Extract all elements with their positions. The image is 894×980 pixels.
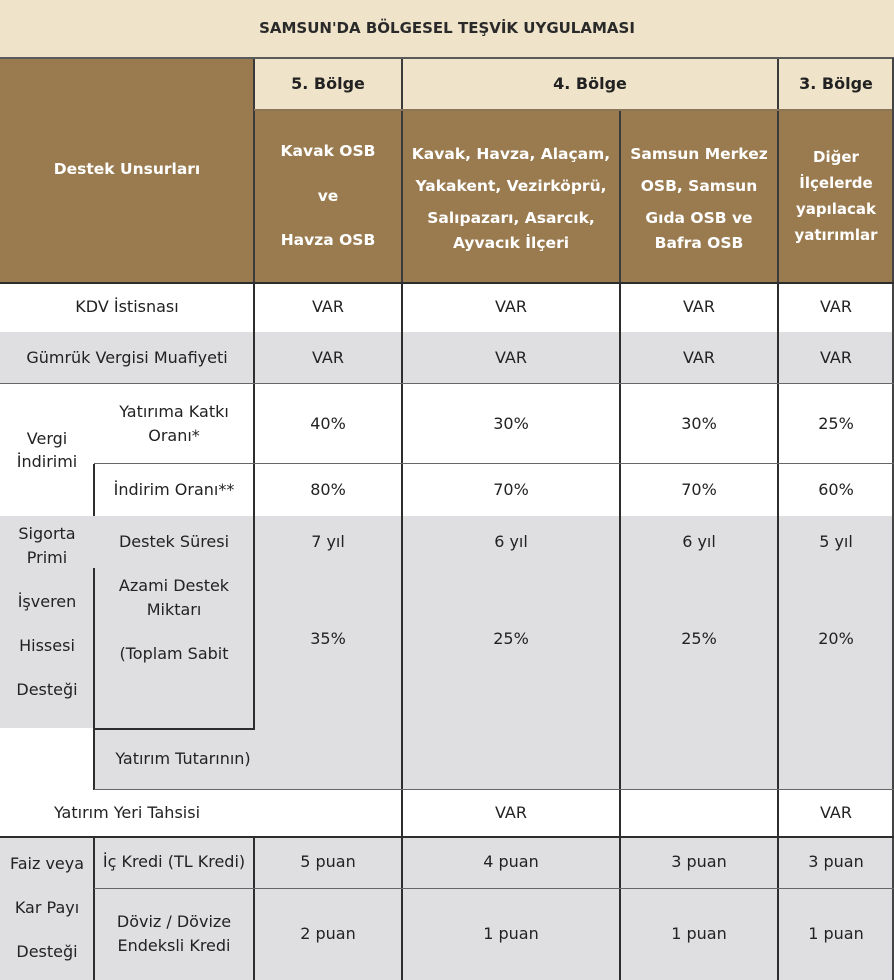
row-indirim-r4b: [620, 464, 778, 516]
row-azami-r3: [778, 568, 894, 710]
row-katki-r4a: [402, 384, 620, 464]
row-doviz-r4b: [620, 888, 778, 980]
row-katki-r5: [254, 384, 402, 464]
table-title: [0, 0, 894, 58]
grid-line: [401, 282, 403, 980]
row-azami-r4a-text: 25%: [493, 629, 529, 649]
row-yatirim-yeri-r4a: [402, 790, 620, 836]
row-indirim-r3-text: 60%: [818, 480, 854, 500]
row-azami-r5: [254, 568, 402, 710]
row-yatirim-yeri-r4a-text: VAR: [495, 803, 527, 823]
grid-line: [94, 888, 894, 889]
row-ic-kredi-label-text: İç Kredi (TL Kredi): [102, 852, 246, 872]
row-gumruk-r3-text: VAR: [820, 348, 852, 368]
row-katki-r4b-text: 30%: [681, 414, 717, 434]
header-area-4b-line2: OSB, Samsun: [640, 176, 758, 195]
row-sure-r4b: [620, 516, 778, 568]
grid-line: [94, 463, 894, 464]
row-katki-label-line2: Oranı*: [148, 426, 200, 445]
header-region-5-text: 5. Bölge: [291, 74, 365, 94]
row-gumruk-r4a: [402, 332, 620, 384]
grid-line: [777, 282, 779, 980]
row-indirim-label: [94, 464, 254, 516]
row-kdv-r4b-text: VAR: [683, 297, 715, 317]
header-region-3-text: 3. Bölge: [799, 74, 873, 94]
row-katki-r4b: [620, 384, 778, 464]
row-vergi-label-line2: İndirimi: [16, 452, 78, 471]
row-vergi-label: [0, 384, 94, 516]
row-sigorta-label-line2: Primi: [26, 548, 68, 567]
grid-line: [253, 836, 255, 980]
row-yatirim-yeri-label-text: Yatırım Yeri Tahsisi: [53, 803, 201, 823]
grid-line: [93, 836, 95, 980]
row-ic-kredi-r3: [778, 836, 894, 888]
header-area-4a-line3: Salıpazarı, Asarcık,: [427, 208, 595, 227]
row-yatirim-yeri-r3: [778, 790, 894, 836]
row-sigorta-label: [0, 516, 94, 728]
row-yatirim-yeri-label: [0, 790, 254, 836]
header-area-4a-line4: Ayvacık İlçeri: [452, 234, 570, 253]
row-sigorta-label-line1: Sigorta: [18, 524, 76, 543]
header-area-4a-line2: Yakakent, Vezirköprü,: [415, 176, 607, 195]
header-area-4b: [620, 110, 778, 282]
header-divider: [401, 58, 403, 282]
row-azami-cont-r4b: [620, 710, 778, 790]
grid-line: [0, 282, 894, 284]
grid-line: [93, 464, 95, 516]
row-katki-label-line1: Yatırıma Katkı: [119, 402, 229, 421]
row-indirim-r3: [778, 464, 894, 516]
row-katki-r3: [778, 384, 894, 464]
row-faiz-label-line1: Faiz veya: [9, 854, 85, 873]
row-gumruk-r5: [254, 332, 402, 384]
header-destek-unsurlari-text: Destek Unsurları: [53, 160, 201, 179]
title-divider: [0, 57, 894, 59]
row-kdv-label: [0, 282, 254, 332]
row-doviz-label: [94, 888, 254, 980]
row-kdv-r4a-text: VAR: [495, 297, 527, 317]
row-azami-label-line2: Miktarı: [146, 600, 202, 619]
header-area-5-line1: Kavak OSB: [280, 141, 376, 160]
row-azami-r5-text: 35%: [310, 629, 346, 649]
row-ic-kredi-r4a: [402, 836, 620, 888]
header-area-4b-line4: Bafra OSB: [654, 234, 744, 253]
row-doviz-r5-text: 2 puan: [300, 924, 356, 944]
row-sure-r4b-text: 6 yıl: [682, 532, 716, 552]
row-sure-r3: [778, 516, 894, 568]
header-region-5: [254, 58, 402, 110]
row-gumruk-r4b: [620, 332, 778, 384]
row-faiz-label-line3: Desteği: [16, 942, 78, 961]
row-sigorta-label-line3: İşveren: [17, 592, 77, 611]
row-azami-r4b: [620, 568, 778, 710]
row-indirim-r4a-text: 70%: [493, 480, 529, 500]
row-vergi-label-line1: Vergi: [26, 428, 68, 448]
row-sure-r3-text: 5 yıl: [819, 532, 853, 552]
row-indirim-r4b-text: 70%: [681, 480, 717, 500]
grid-line: [0, 383, 894, 384]
row-kdv-r4a: [402, 282, 620, 332]
header-destek-unsurlari: [0, 58, 254, 282]
row-sure-label: [94, 516, 254, 568]
row-doviz-r4a: [402, 888, 620, 980]
row-ic-kredi-r4b-text: 3 puan: [671, 852, 727, 872]
header-area-4b-line1: Samsun Merkez: [630, 145, 768, 164]
header-divider: [777, 58, 779, 282]
row-gumruk-label: [0, 332, 254, 384]
header-region-4-text: 4. Bölge: [553, 74, 627, 94]
row-faiz-label-line2: Kar Payı: [14, 898, 80, 917]
header-area-4a: [402, 110, 620, 282]
grid-line: [93, 568, 95, 790]
row-kdv-r5-text: VAR: [312, 297, 344, 317]
row-ic-kredi-r5-text: 5 puan: [300, 852, 356, 872]
grid-line: [619, 282, 621, 980]
grid-line: [0, 836, 894, 838]
row-ic-kredi-r5: [254, 836, 402, 888]
header-area-4b-line3: Gıda OSB ve: [645, 208, 753, 227]
grid-line: [253, 282, 255, 730]
row-azami-cont-r3: [778, 710, 894, 790]
row-sigorta-blank: [0, 728, 94, 790]
header-area-3: [778, 110, 894, 282]
row-gumruk-r3: [778, 332, 894, 384]
header-region-4: [402, 58, 778, 110]
header-area-3-line3: yapılacak: [795, 200, 877, 218]
row-yatirim-yeri-r5: [254, 790, 402, 836]
row-ic-kredi-label: [94, 836, 254, 888]
header-area-5-line3: Havza OSB: [280, 231, 376, 250]
row-azami-cont-r5: [254, 710, 402, 790]
row-azami-cont-r4a: [402, 710, 620, 790]
grid-line: [94, 728, 254, 730]
row-katki-r5-text: 40%: [310, 414, 346, 434]
row-sure-r4a-text: 6 yıl: [494, 532, 528, 552]
row-azami-r3-text: 20%: [818, 629, 854, 649]
header-row-divider: [254, 109, 894, 111]
header-area-5-line2: ve: [317, 186, 339, 205]
row-indirim-r5: [254, 464, 402, 516]
row-katki-r3-text: 25%: [818, 414, 854, 434]
row-ic-kredi-r3-text: 3 puan: [808, 852, 864, 872]
header-region-3: [778, 58, 894, 110]
row-doviz-r3: [778, 888, 894, 980]
row-kdv-r4b: [620, 282, 778, 332]
header-area-5: [254, 110, 402, 282]
row-azami-cont-label: [94, 728, 254, 790]
row-indirim-label-text: İndirim Oranı**: [113, 480, 235, 500]
row-azami-r4a: [402, 568, 620, 710]
row-doviz-r5: [254, 888, 402, 980]
row-gumruk-r4a-text: VAR: [495, 348, 527, 368]
row-kdv-r5: [254, 282, 402, 332]
row-gumruk-label-text: Gümrük Vergisi Muafiyeti: [26, 348, 228, 368]
row-ic-kredi-r4b: [620, 836, 778, 888]
row-sure-r5-text: 7 yıl: [311, 532, 345, 552]
header-area-3-line2: İlçelerde: [799, 173, 873, 192]
row-azami-r4b-text: 25%: [681, 629, 717, 649]
table-title-text: SAMSUN'DA BÖLGESEL TEŞVİK UYGULAMASI: [259, 19, 635, 38]
row-sure-r4a: [402, 516, 620, 568]
grid-line: [94, 789, 894, 790]
row-azami-cont-label-text: Yatırım Tutarının): [115, 749, 251, 769]
row-yatirim-yeri-r4b: [620, 790, 778, 836]
row-gumruk-r4b-text: VAR: [683, 348, 715, 368]
row-katki-label: [94, 384, 254, 464]
row-azami-label-line3: (Toplam Sabit: [119, 644, 229, 663]
row-katki-r4a-text: 30%: [493, 414, 529, 434]
row-faiz-label: [0, 836, 94, 980]
row-doviz-r4b-text: 1 puan: [671, 924, 727, 944]
row-ic-kredi-r4a-text: 4 puan: [483, 852, 539, 872]
header-area-4a-line1: Kavak, Havza, Alaçam,: [411, 145, 611, 164]
header-divider: [253, 58, 255, 282]
row-kdv-r3-text: VAR: [820, 297, 852, 317]
row-yatirim-yeri-r3-text: VAR: [820, 803, 852, 823]
row-doviz-label-line2: Endeksli Kredi: [117, 936, 231, 955]
row-azami-label-line1: Azami Destek: [118, 576, 230, 595]
row-sure-label-text: Destek Süresi: [118, 532, 230, 552]
row-sigorta-label-line4: Hissesi: [19, 636, 75, 655]
row-doviz-label-line1: Döviz / Dövize: [116, 912, 232, 931]
header-area-3-line1: Diğer: [813, 147, 859, 166]
row-kdv-r3: [778, 282, 894, 332]
row-azami-label: [94, 568, 254, 728]
row-gumruk-r5-text: VAR: [312, 348, 344, 368]
row-doviz-r4a-text: 1 puan: [483, 924, 539, 944]
row-sigorta-label-line5: Desteği: [16, 680, 78, 699]
row-indirim-r4a: [402, 464, 620, 516]
header-divider: [619, 110, 621, 282]
row-indirim-r5-text: 80%: [310, 480, 346, 500]
header-area-3-line4: yatırımlar: [794, 226, 878, 245]
row-sure-r5: [254, 516, 402, 568]
row-kdv-label-text: KDV İstisnası: [75, 297, 179, 317]
row-doviz-r3-text: 1 puan: [808, 924, 864, 944]
